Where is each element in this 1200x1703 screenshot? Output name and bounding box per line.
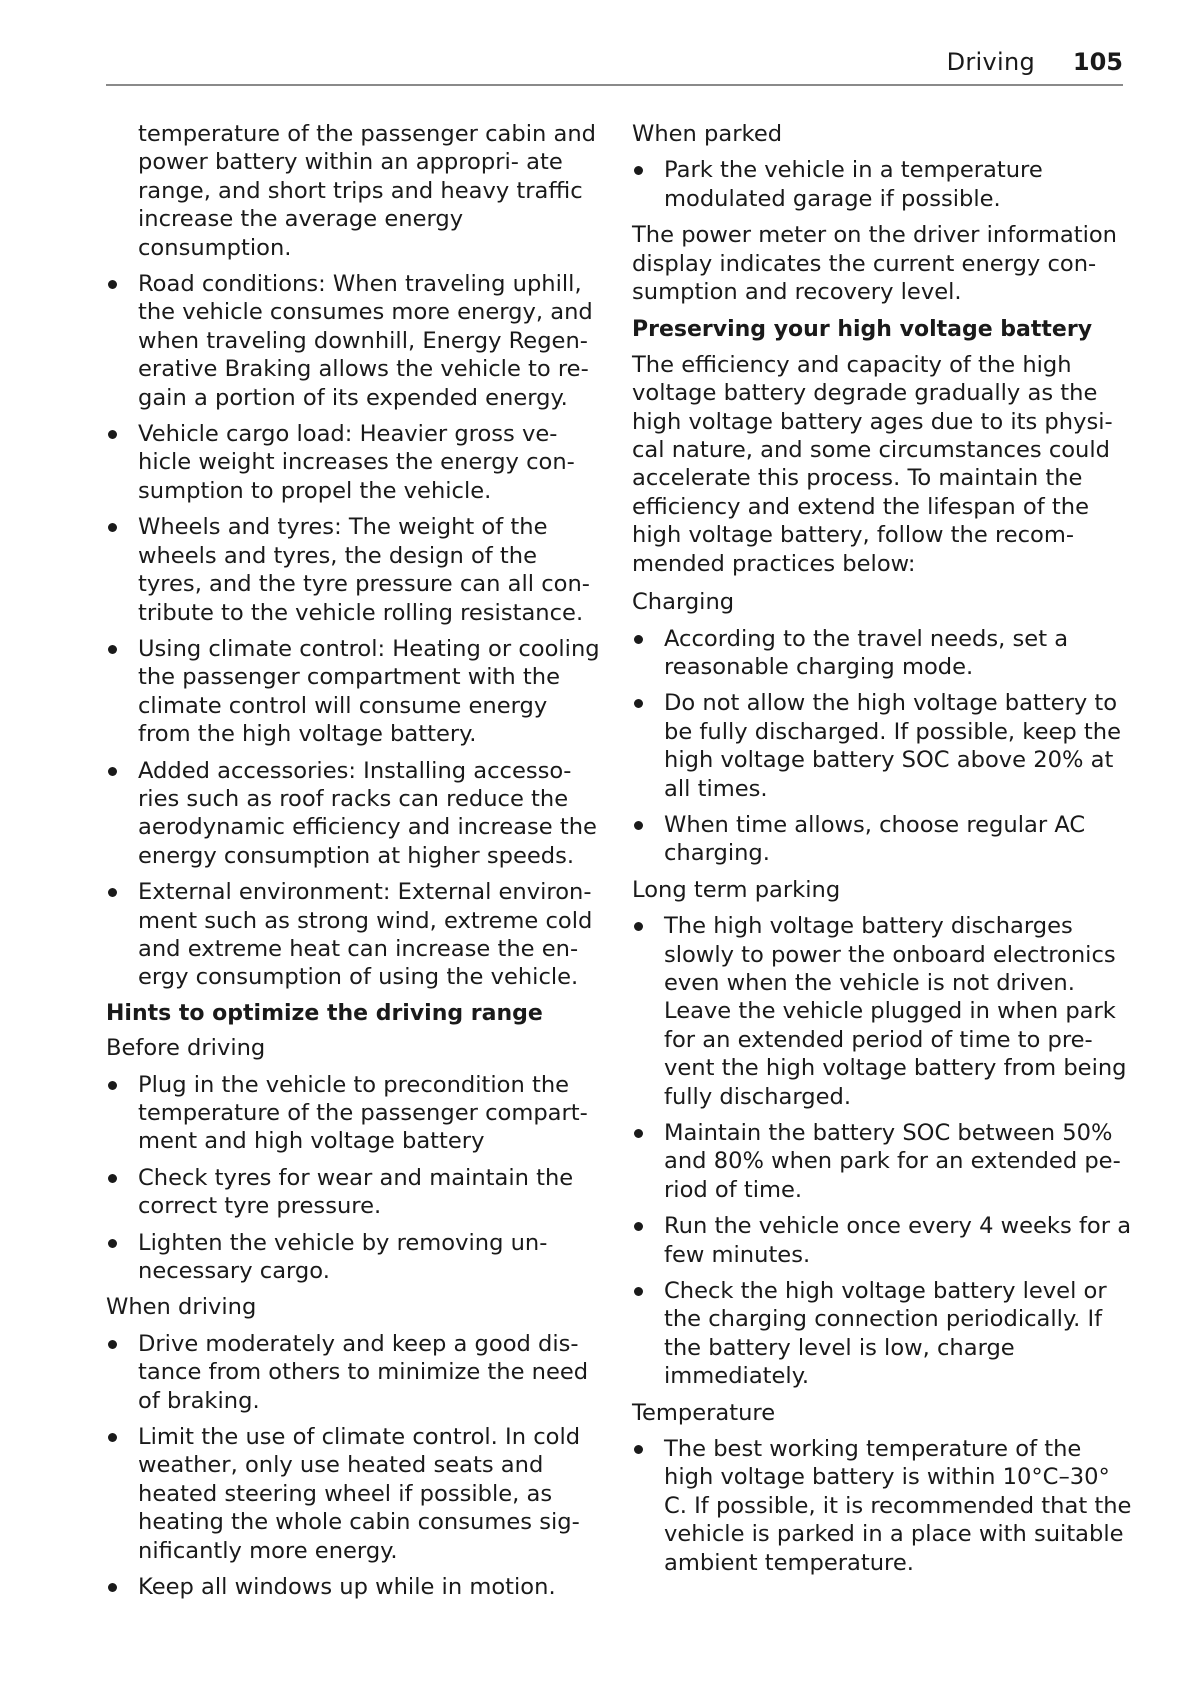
section-title: Driving (946, 48, 1035, 76)
list-item-text: The high voltage battery discharges slowly to power the onboard electronics even when the vehicle is not driven. Leave the vehicle plugged in when park for an extended period of time to pre‐ vent the high voltage battery from being fully discharged. (664, 913, 1127, 1110)
bullet-icon (108, 1583, 117, 1592)
power-meter-text: The power meter on the driver information display indicates the current energy con‐ sumption and recovery level. (632, 222, 1117, 306)
list-item-text: Check tyres for wear and maintain the correct tyre pressure. (138, 1164, 574, 1220)
hints-heading: Hints to optimize the driving range (106, 1000, 543, 1026)
preserving-heading: Preserving your high voltage battery (632, 317, 1093, 343)
before-driving-list (106, 1071, 606, 1286)
list-item-text: Run the vehicle once every 4 weeks for a few minutes. (664, 1213, 1132, 1268)
list-item (106, 1330, 606, 1415)
list-item (106, 878, 606, 992)
bullet-icon (634, 1445, 643, 1454)
bullet-icon (108, 767, 117, 776)
bullet-icon (634, 1287, 643, 1296)
bullet-icon (108, 1174, 117, 1183)
page-header (106, 46, 1123, 86)
list-item-text: Drive moderately and keep a good dis‐ tance from others to minimize the need of braking. (138, 1330, 589, 1414)
list-item (106, 513, 606, 627)
bullet-icon (108, 430, 117, 439)
list-item (632, 1435, 1132, 1577)
bullet-icon (634, 635, 643, 644)
list-item-text: Keep all windows up while in motion. (138, 1574, 556, 1601)
bullet-icon (108, 1340, 117, 1349)
list-item (106, 1164, 606, 1221)
list-item-text: Limit the use of climate control. In cold weather, only use heated seats and heated steering wheel if possible, as heating the whole cabin consumes sig‐ nificantly more energy. (138, 1424, 581, 1564)
page-number: 105 (1072, 48, 1123, 76)
long-term-parking-list (632, 912, 1132, 1391)
list-item (106, 1423, 606, 1565)
when-driving-label: When driving (106, 1294, 257, 1321)
list-item (632, 1119, 1132, 1204)
list-item (632, 811, 1132, 868)
charging-list (632, 625, 1132, 868)
list-item (106, 1229, 606, 1286)
when-parked-label: When parked (632, 121, 783, 147)
list-item-text: External environment: External environ‐ ment such as strong wind, extreme cold and extreme heat can increase the en‐ ergy consumption of using the vehicle. (138, 879, 593, 991)
list-item-text: Check the high voltage battery level or the charging connection periodically. If the battery level is low, charge immediately. (664, 1278, 1107, 1390)
bullet-icon (108, 1433, 117, 1442)
list-item-text: Lighten the vehicle by removing un‐ necessary cargo. (138, 1229, 548, 1285)
list-item (632, 689, 1132, 803)
right-column (632, 120, 1132, 1585)
bullet-icon (108, 1239, 117, 1248)
temperature-list (632, 1435, 1132, 1577)
bullet-icon (108, 645, 117, 654)
bullet-icon (108, 1081, 117, 1090)
bullet-icon (108, 280, 117, 289)
bullet-icon (634, 922, 643, 931)
list-item (106, 1573, 606, 1601)
list-item (632, 156, 1132, 213)
list-item-text: Park the vehicle in a temperature modulated garage if possible. (664, 157, 1043, 212)
bullet-icon (634, 821, 643, 830)
continuation-text: temperature of the passenger cabin and power battery within an appropri‐ ate range, and short trips and heavy traffic increase the average energy consumption. (138, 121, 596, 261)
temperature-label: Temperature (632, 1399, 776, 1426)
list-item (106, 1071, 606, 1156)
list-item-text: Maintain the battery SOC between 50% and 80% when park for an extended pe‐ riod of time. (664, 1120, 1121, 1203)
bullet-icon (634, 1129, 643, 1138)
list-item-text: Do not allow the high voltage battery to be fully discharged. If possible, keep the high voltage battery SOC above 20% at all times. (664, 690, 1121, 802)
list-item (632, 1212, 1132, 1269)
list-item-text: Vehicle cargo load: Heavier gross ve‐ hicle weight increases the energy con‐ sumption to propel the vehicle. (138, 421, 575, 504)
left-column (106, 120, 606, 1610)
list-item-text: The best working temperature of the high voltage battery is within 10°C–30° C. If possible, it is recommended that the vehicle is parked in a place with suitable ambient temperature. (664, 1436, 1132, 1576)
list-item-text: Road conditions: When traveling uphill, the vehicle consumes more energy, and when traveling downhill, Energy Regen‐ erative Braking allows the vehicle to re‐ gain a portion of its expended energy. (138, 271, 593, 411)
list-item (106, 757, 606, 871)
list-item-text: According to the travel needs, set a reasonable charging mode. (664, 625, 1069, 680)
list-item-text: Plug in the vehicle to precondition the temperature of the passenger compart‐ ment and high voltage battery (138, 1071, 588, 1155)
list-item-text: Added accessories: Installing accesso‐ ries such as roof racks can reduce the aerodynamic efficiency and increase the energy consumption at higher speeds. (138, 757, 597, 869)
charging-label: Charging (632, 589, 735, 616)
bullet-icon (108, 888, 117, 897)
list-item (106, 420, 606, 505)
list-item (632, 1277, 1132, 1391)
when-driving-list (106, 1330, 606, 1602)
list-item-text: When time allows, choose regular AC charging. (664, 811, 1086, 867)
before-driving-label: Before driving (106, 1035, 266, 1062)
bullet-icon (634, 166, 643, 175)
when-parked-list (632, 156, 1132, 213)
long-term-parking-label: Long term parking (632, 876, 841, 903)
bullet-icon (108, 523, 117, 532)
list-item (632, 625, 1132, 682)
preserving-text: The efficiency and capacity of the high voltage battery degrade gradually as the high voltage battery ages due to its physi‐ cal nature, and some circumstances could accelerate this process. To maintain the efficiency and extend the lifespan of the high voltage battery, follow the recom‐ mended practices below: (632, 351, 1113, 577)
list-item-text: Using climate control: Heating or cooling the passenger compartment with the climate control will consume energy from the high voltage battery. (138, 635, 600, 748)
bullet-icon (634, 699, 643, 708)
list-item-text: Wheels and tyres: The weight of the wheels and tyres, the design of the tyres, and the tyre pressure can all con‐ tribute to the vehicle rolling resistance. (138, 514, 590, 626)
bullet-icon (634, 1222, 643, 1231)
list-item (106, 270, 606, 412)
list-item (106, 635, 606, 749)
factor-list (106, 270, 606, 992)
list-item (632, 912, 1132, 1111)
